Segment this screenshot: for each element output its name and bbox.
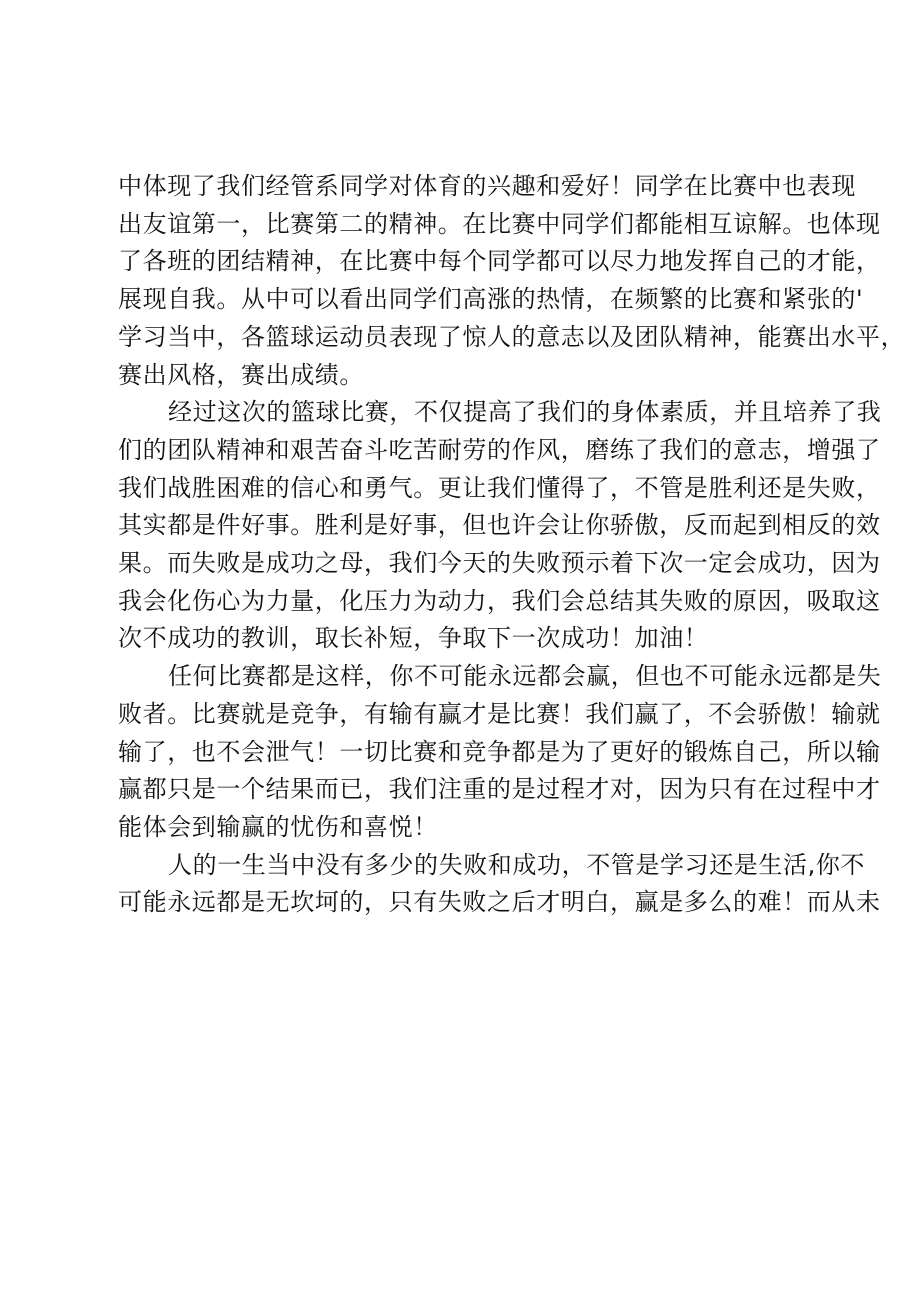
paragraph-line: 了各班的团结精神，在比赛中每个同学都可以尽力地发挥自己的才能， [118,247,881,276]
paragraph-line: 果。而失败是成功之母，我们今天的失败预示着下次一定会成功，因为 [118,549,881,578]
paragraph-line: 人的一生当中没有多少的失败和成功，不管是学习还是生活,你不 [168,850,866,879]
paragraph-line: 其实都是件好事。胜利是好事，但也许会让你骄傲，反而起到相反的效 [118,511,881,540]
paragraph-line: 展现自我。从中可以看出同学们高涨的热情，在频繁的比赛和紧张的' [118,285,864,314]
paragraph-line: 们的团队精神和艰苦奋斗吃苦耐劳的作风，磨练了我们的意志，增强了 [118,435,881,464]
paragraph-line: 败者。比赛就是竞争，有输有赢才是比赛！我们赢了，不会骄傲！输就 [118,699,881,728]
paragraph-1 [118,168,906,394]
paragraph-line: 赢都只是一个结果而已，我们注重的是过程才对，因为只有在过程中才 [118,775,881,804]
paragraph-line: 我会化伤心为力量，化压力为动力，我们会总结其失败的原因，吸取这 [118,586,881,615]
paragraph-3 [118,658,882,847]
paragraph-line: 输了，也不会泄气！一切比赛和竞争都是为了更好的锻炼自己，所以输 [118,737,881,766]
paragraph-line: 赛出风格，赛出成绩。 [118,360,364,389]
document-body [118,168,906,922]
paragraph-line: 经过这次的篮球比赛，不仅提高了我们的身体素质，并且培养了我 [168,398,882,427]
paragraph-4 [118,847,881,922]
paragraph-line: 次不成功的教训，取长补短，争取下一次成功！加油！ [118,624,709,653]
paragraph-line: 我们战胜困难的信心和勇气。更让我们懂得了，不管是胜利还是失败， [118,473,881,502]
paragraph-line: 学习当中，各篮球运动员表现了惊人的意志以及团队精神，能赛出水平， [118,322,906,351]
paragraph-line: 可能永远都是无坎坷的，只有失败之后才明白，赢是多么的难！而从未 [118,888,881,917]
paragraph-line: 能体会到输赢的忧伤和喜悦！ [118,812,438,841]
paragraph-line: 任何比赛都是这样，你不可能永远都会赢，但也不可能永远都是失 [168,662,882,691]
paragraph-line: 出友谊第一，比赛第二的精神。在比赛中同学们都能相互谅解。也体现 [118,209,881,238]
paragraph-line: 中体现了我们经管系同学对体育的兴趣和爱好！同学在比赛中也表现 [118,172,856,200]
paragraph-2 [118,394,882,658]
